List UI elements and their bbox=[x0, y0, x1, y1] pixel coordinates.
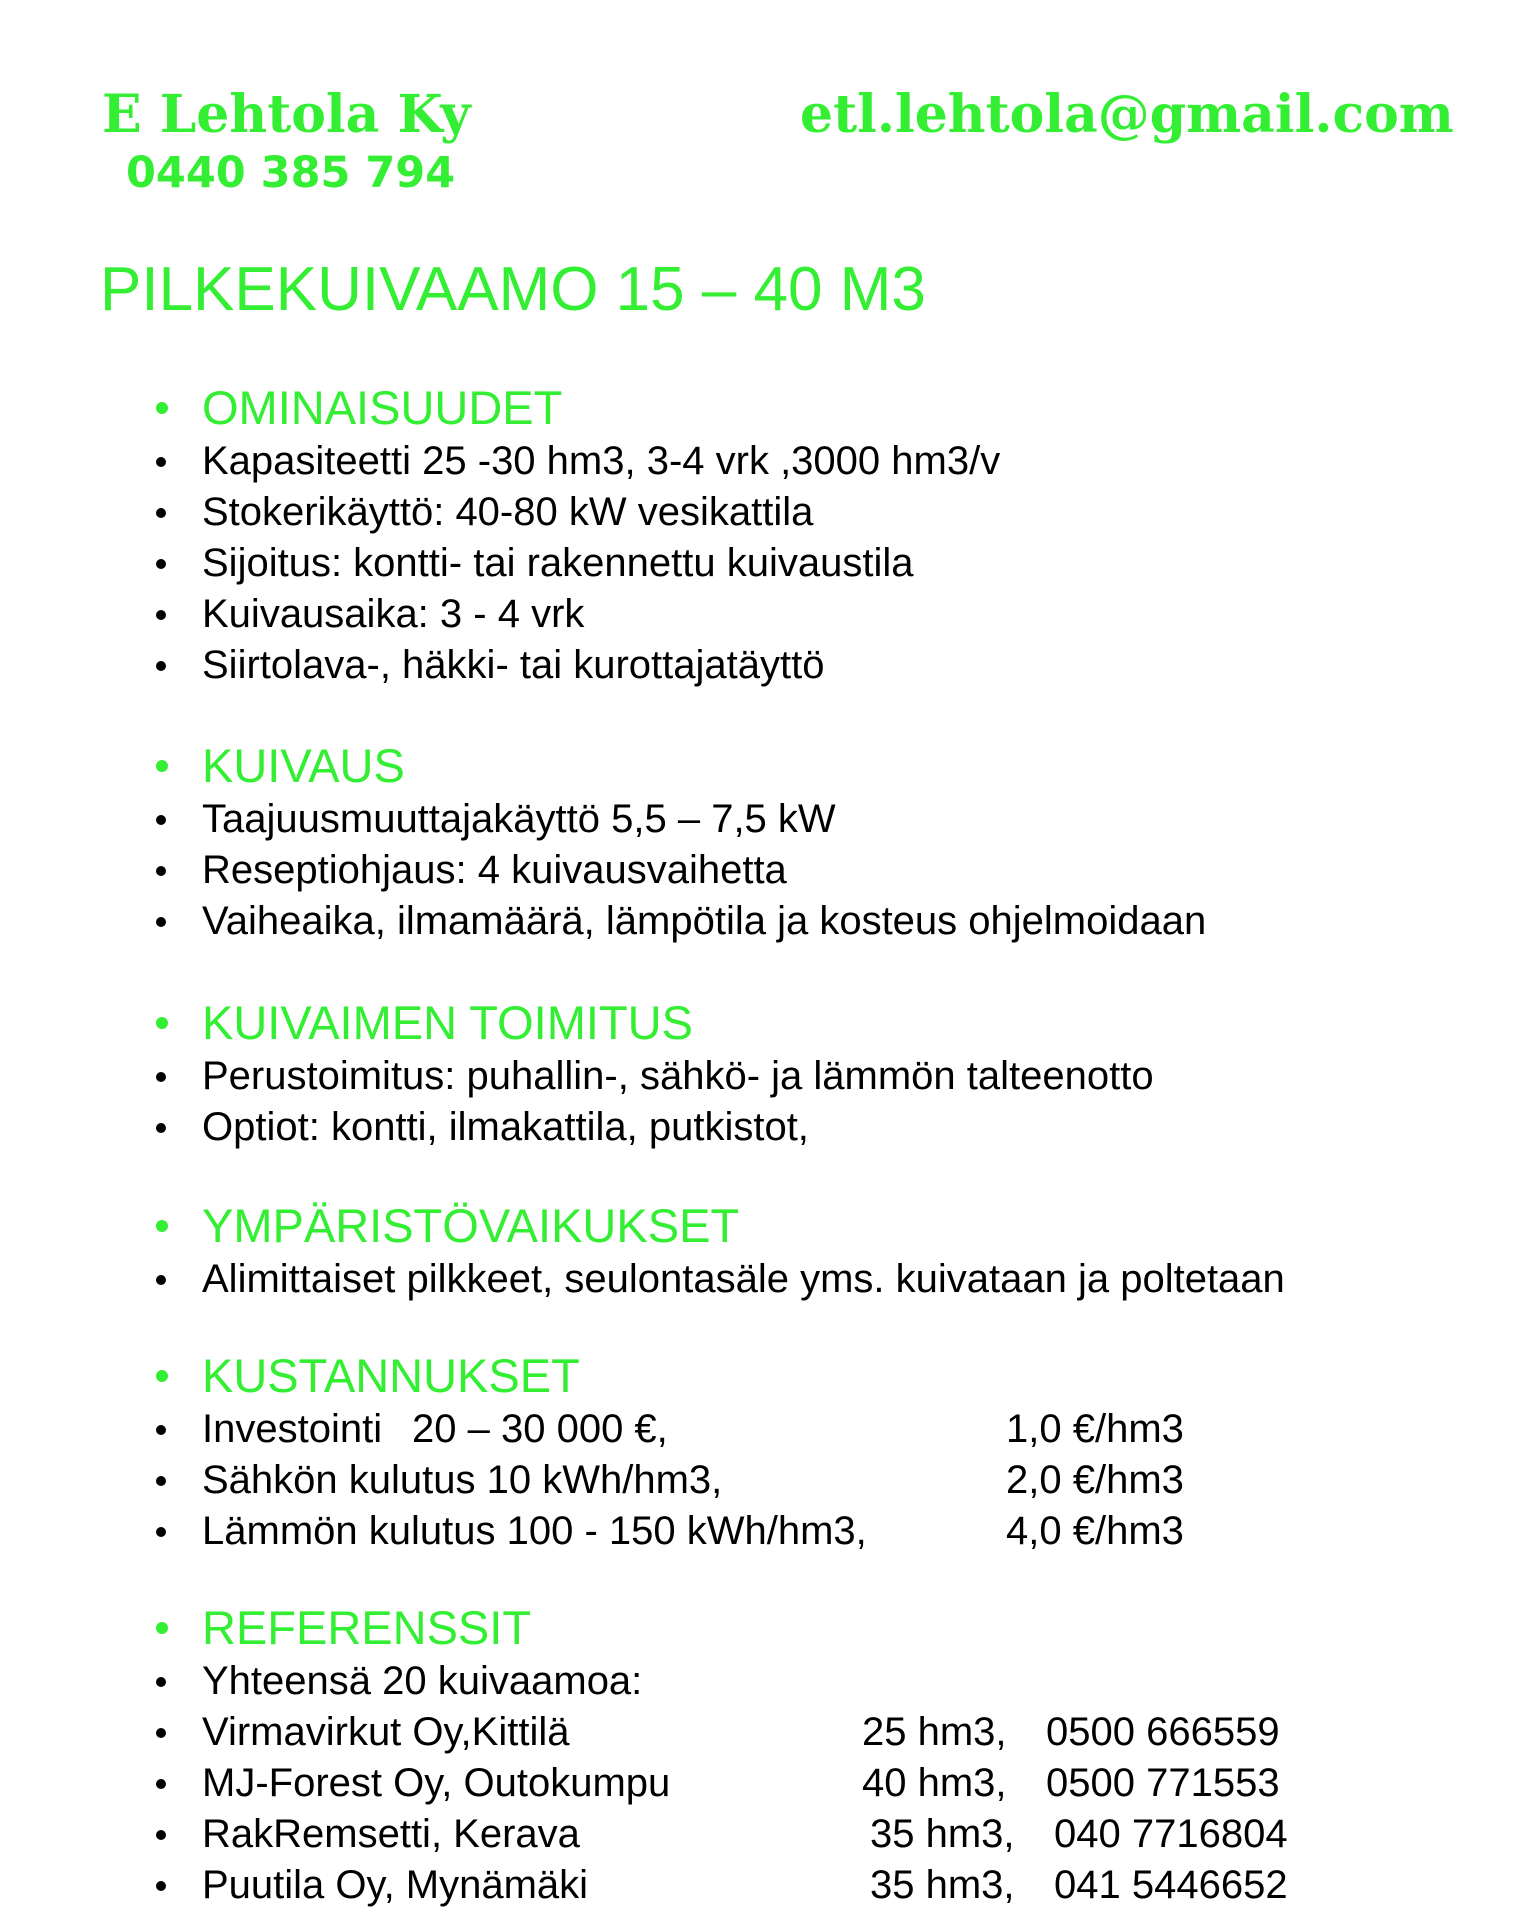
cost-label: Sähkön kulutus 10 kWh/hm3, bbox=[202, 1458, 723, 1502]
reference-size: 35 hm3, bbox=[870, 1812, 1015, 1856]
reference-name: Virmavirkut Oy,Kittilä bbox=[202, 1710, 570, 1754]
list-item: Stokerikäyttö: 40-80 kW vesikattila bbox=[150, 487, 1480, 538]
reference-name: MJ-Forest Oy, Outokumpu bbox=[202, 1761, 671, 1805]
section-ominaisuudet bbox=[150, 380, 1480, 691]
cost-row bbox=[150, 1404, 1480, 1455]
company-phone: 0440 385 794 bbox=[126, 148, 456, 198]
reference-row bbox=[150, 1758, 1480, 1809]
cost-label: Investointi bbox=[202, 1407, 383, 1451]
list-item: Perustoimitus: puhallin-, sähkö- ja lämmön talteenotto bbox=[150, 1051, 1480, 1102]
cost-per-unit: 1,0 €/hm3 bbox=[1006, 1407, 1184, 1451]
section-heading: KUSTANNUKSET bbox=[150, 1348, 1480, 1404]
company-email: etl.lehtola@gmail.com bbox=[800, 84, 1454, 145]
cost-per-unit: 4,0 €/hm3 bbox=[1006, 1509, 1184, 1553]
section-ymparisto bbox=[150, 1198, 1480, 1305]
reference-row bbox=[150, 1860, 1480, 1911]
reference-phone: 041 5446652 bbox=[1054, 1863, 1288, 1907]
cost-row bbox=[150, 1506, 1480, 1557]
list-item: Vaiheaika, ilmamäärä, lämpötila ja kosteus ohjelmoidaan bbox=[150, 896, 1480, 947]
list-item: Alimittaiset pilkkeet, seulontasäle yms. kuivataan ja poltetaan bbox=[150, 1254, 1480, 1305]
list-item: Kuivausaika: 3 - 4 vrk bbox=[150, 589, 1480, 640]
reference-phone: 0500 666559 bbox=[1046, 1710, 1280, 1754]
cost-amount: 20 – 30 000 €, bbox=[412, 1407, 668, 1451]
section-heading: KUIVAIMEN TOIMITUS bbox=[150, 995, 1480, 1051]
reference-phone: 040 7716804 bbox=[1054, 1812, 1288, 1856]
company-name: E Lehtola Ky bbox=[102, 84, 471, 145]
cost-row bbox=[150, 1455, 1480, 1506]
list-item: Reseptiohjaus: 4 kuivausvaihetta bbox=[150, 845, 1480, 896]
reference-name: Puutila Oy, Mynämäki bbox=[202, 1863, 589, 1907]
section-toimitus bbox=[150, 995, 1480, 1153]
reference-row bbox=[150, 1809, 1480, 1860]
list-item: Taajuusmuuttajakäyttö 5,5 – 7,5 kW bbox=[150, 794, 1480, 845]
section-heading: YMPÄRISTÖVAIKUKSET bbox=[150, 1198, 1480, 1254]
page-title: PILKEKUIVAAMO 15 – 40 M3 bbox=[100, 255, 926, 324]
reference-size: 35 hm3, bbox=[870, 1863, 1015, 1907]
reference-size: 40 hm3, bbox=[862, 1761, 1007, 1805]
list-item: Kapasiteetti 25 -30 hm3, 3-4 vrk ,3000 hm3/v bbox=[150, 436, 1480, 487]
reference-size: 25 hm3, bbox=[862, 1710, 1007, 1754]
reference-phone: 0500 771553 bbox=[1046, 1761, 1280, 1805]
cost-label: Lämmön kulutus 100 - 150 kWh/hm3, bbox=[202, 1509, 867, 1553]
list-item: Optiot: kontti, ilmakattila, putkistot, bbox=[150, 1102, 1480, 1153]
reference-name: RakRemsetti, Kerava bbox=[202, 1812, 580, 1856]
section-heading: REFERENSSIT bbox=[150, 1600, 1480, 1656]
list-item: Siirtolava-, häkki- tai kurottajatäyttö bbox=[150, 640, 1480, 691]
section-kuivaus bbox=[150, 738, 1480, 947]
section-heading: OMINAISUUDET bbox=[150, 380, 1480, 436]
reference-row bbox=[150, 1707, 1480, 1758]
list-item: Sijoitus: kontti- tai rakennettu kuivaustila bbox=[150, 538, 1480, 589]
section-heading: KUIVAUS bbox=[150, 738, 1480, 794]
cost-per-unit: 2,0 €/hm3 bbox=[1006, 1458, 1184, 1502]
section-kustannukset bbox=[150, 1348, 1480, 1557]
section-referenssit bbox=[150, 1600, 1480, 1911]
list-item: Yhteensä 20 kuivaamoa: bbox=[150, 1656, 1480, 1707]
